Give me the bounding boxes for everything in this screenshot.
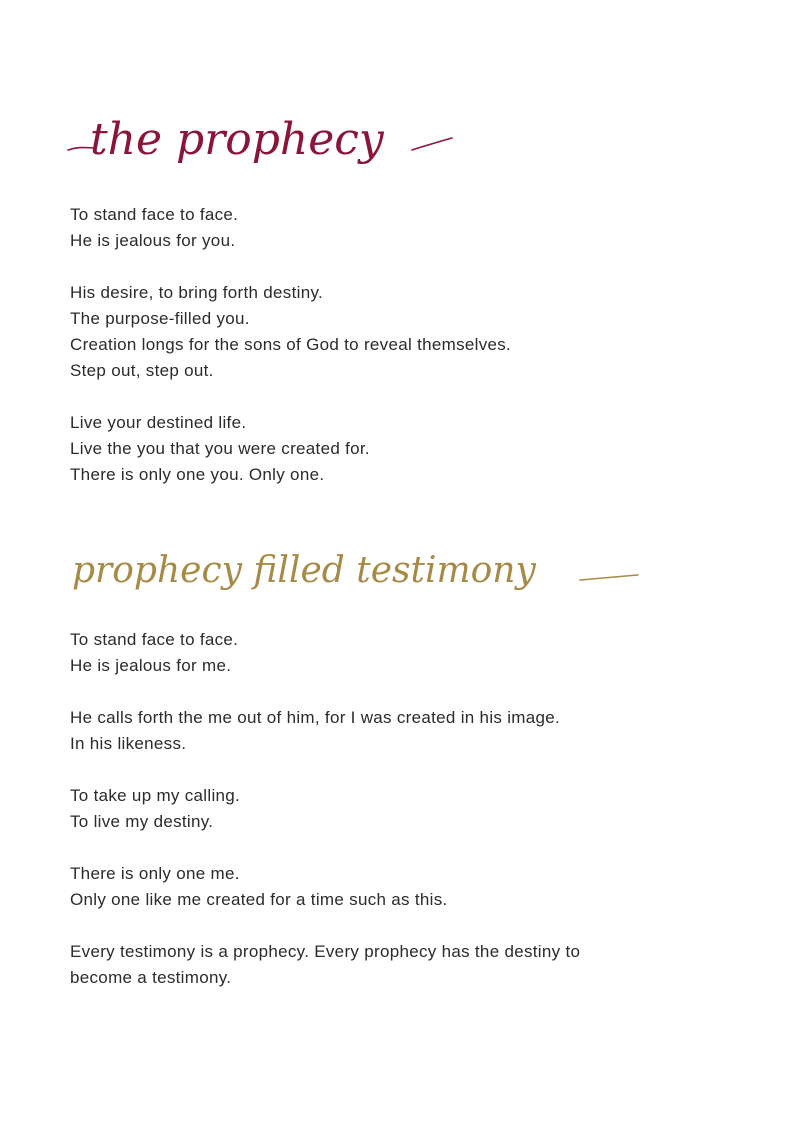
text-line: There is only one me. [70,864,240,883]
text-line: There is only one you. Only one. [70,465,325,484]
heading-testimony-text: prophecy filled testimony [72,550,536,591]
text-line: He is jealous for you. [70,231,236,250]
text-line: Live the you that you were created for. [70,439,370,458]
text-line: Only one like me created for a time such as this. [70,890,448,909]
text-line: Every testimony is a prophecy. Every prophecy has the destiny to [70,942,581,961]
heading-the-prophecy-text: the prophecy [90,114,384,165]
text-line: In his likeness. [70,734,187,753]
stanza [70,280,730,384]
text-line: He is jealous for me. [70,656,232,675]
text-line: He calls forth the me out of him, for I was created in his image. [70,708,561,727]
stanza [70,705,730,757]
testimony-text-block [70,627,730,1017]
text-line: To stand face to face. [70,205,239,224]
stanza [70,783,730,835]
stanza [70,410,730,488]
heading-the-prophecy-script [60,98,460,188]
prophecy-text-block [70,202,730,514]
stanza [70,861,730,913]
text-line: Live your destined life. [70,413,247,432]
text-line: The purpose-filled you. [70,309,250,328]
text-line: To take up my calling. [70,786,241,805]
stanza [70,939,730,991]
text-line: Step out, step out. [70,361,214,380]
heading-the-prophecy [60,98,460,188]
heading-prophecy-filled-testimony [60,540,650,620]
text-line: To stand face to face. [70,630,239,649]
heading-testimony-script [60,540,650,620]
text-line: Creation longs for the sons of God to reveal themselves. [70,335,512,354]
text-line: become a testimony. [70,968,232,987]
stanza [70,627,730,679]
stanza [70,202,730,254]
text-line: His desire, to bring forth destiny. [70,283,324,302]
text-line: To live my destiny. [70,812,214,831]
